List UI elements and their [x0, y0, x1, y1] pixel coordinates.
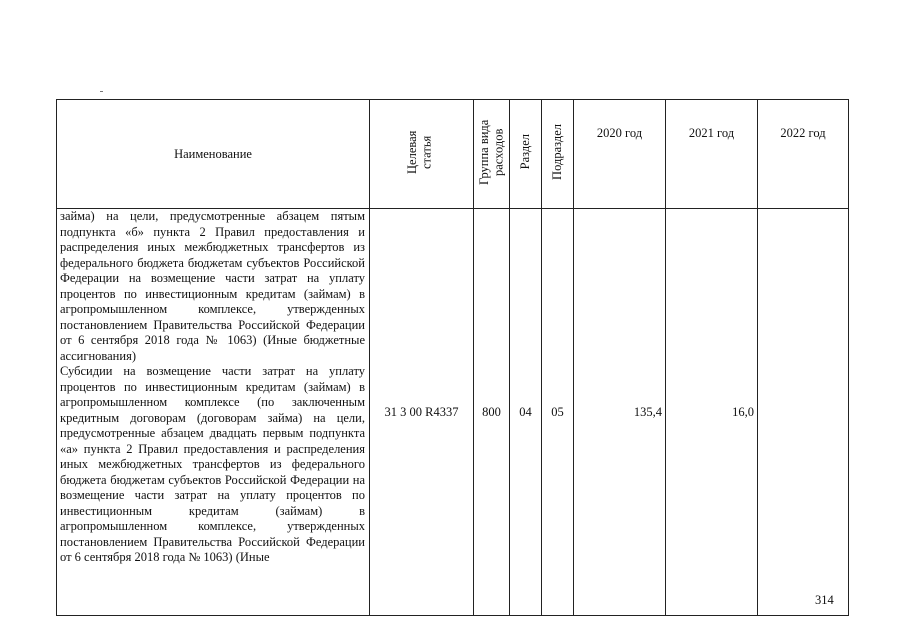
budget-table	[56, 99, 849, 616]
table-row	[57, 209, 849, 616]
description-next: Субсидии на возмещение части затрат на уплату процентов по инвестиционным кредитам (займам) в агропромышленном комплексе (по заключенным кредитным договорам (договорам займа) на цели, предусмотренные абзацем двадцать первым подпункта «а» пункта 2 Правил предоставления и распределения иных межбюджетных трансфертов из федерального бюджета бюджетам субъектов Российской Федерации на возмещение части затрат на уплату процентов по инвестиционным кредитам (займам) в агропромышленном комплексе, утвержденных постановлением Правительства Российской Федерации от 6 сентября 2018 года № 1063) (Иные	[60, 364, 365, 564]
cell-expense-group: 800	[474, 209, 510, 616]
cell-2021: 16,0	[666, 209, 758, 616]
header-expense-group: Группа вида расходов	[474, 100, 510, 209]
row-description	[57, 209, 370, 616]
page-number: 314	[815, 593, 834, 607]
cell-2020: 135,4	[574, 209, 666, 616]
header-2022: 2022 год	[758, 100, 849, 209]
header-2021: 2021 год	[666, 100, 758, 209]
cell-subsection: 05	[542, 209, 574, 616]
header-subsection: Подраздел	[542, 100, 574, 209]
header-name: Наименование	[57, 100, 370, 209]
header-target-article: Целевая статья	[370, 100, 474, 209]
description-continued: займа) на цели, предусмотренные абзацем пятым подпункта «б» пункта 2 Правил предоставления и распределения иных межбюджетных трансфертов из федерального бюджета бюджетам субъектов Российской Федерации на возмещение части затрат на уплату процентов по инвестиционным кредитам (займам) в агропромышленном комплексе, утвержденных постановлением Правительства Российской Федерации от 6 сентября 2018 года № 1063) (Иные бюджетные ассигнования)	[60, 209, 365, 363]
cell-target-article: 31 3 00 R4337	[370, 209, 474, 616]
header-2020: 2020 год	[574, 100, 666, 209]
cell-2022	[758, 209, 849, 616]
scan-mark	[100, 91, 103, 92]
header-row	[57, 100, 849, 209]
cell-section: 04	[510, 209, 542, 616]
header-section: Раздел	[510, 100, 542, 209]
